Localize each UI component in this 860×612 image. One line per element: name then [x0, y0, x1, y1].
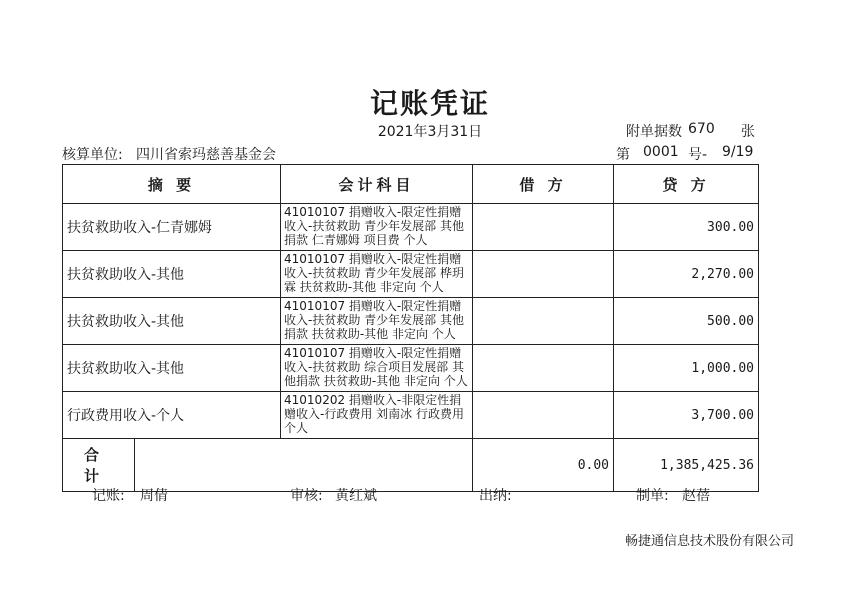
row-subject: 41010107 捐赠收入-限定性捐赠收入-扶贫救助 综合项目发展部 其他捐款 扶贫救助-其他 非定向 个人 — [281, 345, 473, 392]
row-debit — [473, 392, 614, 439]
row-subject: 41010107 捐赠收入-限定性捐赠收入-扶贫救助 青少年发展部 其他捐款 仁青娜姆 项目费 个人 — [281, 204, 473, 251]
total-row — [63, 439, 759, 492]
header-summary: 摘 要 — [63, 165, 281, 204]
voucher-table — [62, 164, 759, 492]
row-credit: 2,270.00 — [614, 251, 759, 298]
row-credit: 3,700.00 — [614, 392, 759, 439]
attachments-label: 附单据数 — [626, 124, 682, 140]
table-row — [63, 345, 759, 392]
voucher-title: 记账凭证 — [369, 87, 490, 120]
row-summary: 扶贫救助收入-其他 — [63, 345, 281, 392]
row-debit — [473, 298, 614, 345]
table-row — [63, 204, 759, 251]
total-blank — [135, 439, 473, 492]
page-indicator: 9/19 — [722, 144, 754, 160]
bookkeeper-label: 记账: — [92, 488, 125, 504]
table-header-row — [63, 165, 759, 204]
row-summary: 扶贫救助收入-其他 — [63, 298, 281, 345]
row-summary: 扶贫救助收入-其他 — [63, 251, 281, 298]
header-subject: 会计科目 — [281, 165, 473, 204]
row-credit: 300.00 — [614, 204, 759, 251]
cashier-label: 出纳: — [479, 488, 512, 504]
total-label: 合 计 — [63, 439, 135, 492]
row-subject: 41010202 捐赠收入-非限定性捐赠收入-行政费用 刘南冰 行政费用 个人 — [281, 392, 473, 439]
table-row — [63, 392, 759, 439]
row-summary: 行政费用收入-个人 — [63, 392, 281, 439]
unit-name: 四川省索玛慈善基金会 — [136, 147, 276, 163]
table-row — [63, 251, 759, 298]
number-prefix: 第 — [616, 147, 630, 163]
row-credit: 500.00 — [614, 298, 759, 345]
row-subject: 41010107 捐赠收入-限定性捐赠收入-扶贫救助 青少年发展部 其他捐款 扶贫救助-其他 非定向 个人 — [281, 298, 473, 345]
number-suffix: 号- — [688, 147, 708, 163]
row-subject: 41010107 捐赠收入-限定性捐赠收入-扶贫救助 青少年发展部 桦玥霖 扶贫救助-其他 非定向 个人 — [281, 251, 473, 298]
software-company: 畅捷通信息技术股份有限公司 — [624, 534, 794, 549]
bookkeeper-name: 周倩 — [140, 488, 168, 504]
attachments-unit: 张 — [741, 124, 755, 140]
row-summary: 扶贫救助收入-仁青娜姆 — [63, 204, 281, 251]
row-debit — [473, 251, 614, 298]
header-credit: 贷 方 — [614, 165, 759, 204]
row-credit: 1,000.00 — [614, 345, 759, 392]
auditor-name: 黄红斌 — [335, 488, 377, 504]
total-credit: 1,385,425.36 — [614, 439, 759, 492]
preparer-label: 制单: — [636, 488, 669, 504]
preparer-name: 赵蓓 — [682, 488, 710, 504]
table-row — [63, 298, 759, 345]
voucher-date: 2021年3月31日 — [377, 124, 483, 140]
row-debit — [473, 204, 614, 251]
attachments-count: 670 — [688, 121, 715, 137]
voucher-number: 0001 — [643, 144, 679, 160]
header-debit: 借 方 — [473, 165, 614, 204]
row-debit — [473, 345, 614, 392]
auditor-label: 审核: — [290, 488, 323, 504]
total-debit: 0.00 — [473, 439, 614, 492]
unit-label: 核算单位: — [62, 147, 123, 163]
